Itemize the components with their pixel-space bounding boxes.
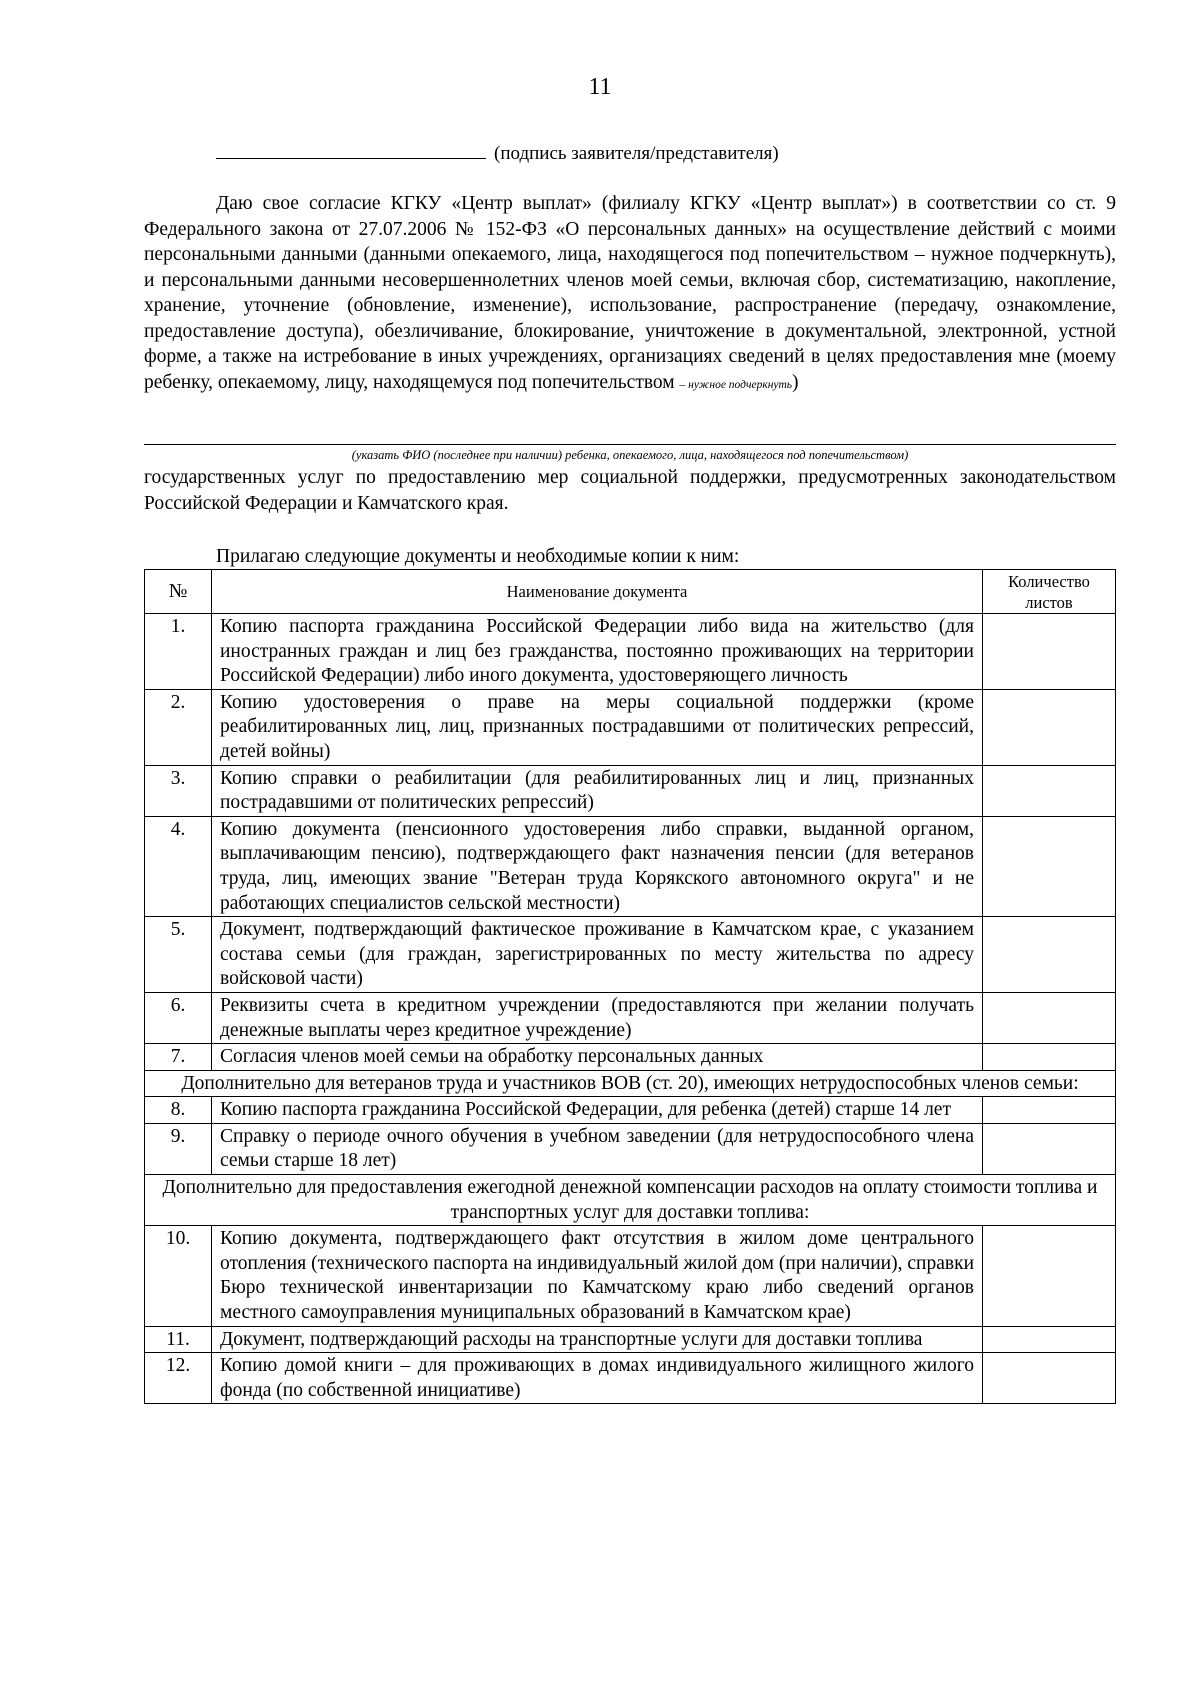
page-number: 11 xyxy=(588,74,612,100)
fio-caption: (указать ФИО (последнее при наличии) ребенка, опекаемого, лица, находящегося под попечительством) xyxy=(351,448,909,462)
row-name: Копию документа (пенсионного удостоверения либо справки, выданной органом, выплачивающим пенсию), подтверждающего факт назначения пенсии (для ветеранов труда, лиц, имеющих звание "Ветеран труда Корякского автономного округа" и не работающих специалистов сельской местности) xyxy=(212,816,983,916)
signature-blank xyxy=(216,140,486,159)
row-qty xyxy=(983,992,1116,1043)
fio-line xyxy=(144,444,1116,445)
table-row xyxy=(145,1326,1116,1353)
table-row xyxy=(145,765,1116,816)
table-row xyxy=(145,1123,1116,1174)
table-row xyxy=(145,614,1116,690)
row-qty xyxy=(983,1097,1116,1124)
row-qty xyxy=(983,1044,1116,1071)
table-row xyxy=(145,1226,1116,1326)
row-num: 5. xyxy=(145,917,212,993)
row-name: Реквизиты счета в кредитном учреждении (предоставляются при желании получать денежные выплаты через кредитное учреждение) xyxy=(212,992,983,1043)
row-num: 8. xyxy=(145,1097,212,1124)
signature-line xyxy=(216,140,779,165)
row-name: Копию удостоверения о праве на меры социальной поддержки (кроме реабилитированных лиц, лиц, признанных пострадавшими от политических репрессий, детей войны) xyxy=(212,689,983,765)
header-qty xyxy=(983,570,1116,614)
row-name: Согласия членов моей семьи на обработку персональных данных xyxy=(212,1044,983,1071)
table-row xyxy=(145,1044,1116,1071)
header-qty-line1: Количество xyxy=(1008,572,1090,591)
row-qty xyxy=(983,614,1116,690)
table-row xyxy=(145,992,1116,1043)
signature-caption: (подпись заявителя/представителя) xyxy=(494,143,779,164)
row-name: Копию паспорта гражданина Российской Федерации, для ребенка (детей) старше 14 лет xyxy=(212,1097,983,1124)
row-name: Документ, подтверждающий фактическое проживание в Камчатском крае, с указанием состава семьи (для граждан, зарегистрированных по месту жительства по адресу войсковой части) xyxy=(212,917,983,993)
header-num: № xyxy=(145,570,212,614)
table-section-row xyxy=(145,1175,1116,1226)
row-name: Копию домой книги – для проживающих в домах индивидуального жилищного жилого фонда (по собственной инициативе) xyxy=(212,1353,983,1404)
section-fuel-heading: Дополнительно для предоставления ежегодной денежной компенсации расходов на оплату стоимости топлива и транспортных услуг для доставки топлива: xyxy=(145,1175,1116,1226)
row-qty xyxy=(983,765,1116,816)
consent-paragraph xyxy=(144,191,1116,398)
table-row xyxy=(145,816,1116,916)
row-qty xyxy=(983,816,1116,916)
table-row xyxy=(145,1353,1116,1404)
row-qty xyxy=(983,1353,1116,1404)
header-qty-line2: листов xyxy=(1025,593,1073,612)
row-qty xyxy=(983,1226,1116,1326)
services-paragraph xyxy=(144,465,1116,516)
section-veterans-heading: Дополнительно для ветеранов труда и участников ВОВ (ст. 20), имеющих нетрудоспособных членов семьи: xyxy=(145,1070,1116,1097)
row-num: 3. xyxy=(145,765,212,816)
row-num: 9. xyxy=(145,1123,212,1174)
row-num: 7. xyxy=(145,1044,212,1071)
table-row xyxy=(145,917,1116,993)
row-qty xyxy=(983,1123,1116,1174)
services-text: государственных услуг по предоставлению мер социальной поддержки, предусмотренных законодательством Российской Федерации и Камчатского края. xyxy=(144,467,1116,514)
row-name: Копию паспорта гражданина Российской Федерации либо вида на жительство (для иностранных граждан и лиц без гражданства, постоянно проживающих на территории Российской Федерации) либо иного документа, удостоверяющего личность xyxy=(212,614,983,690)
row-name: Копию документа, подтверждающего факт отсутствия в жилом доме центрального отопления (технического паспорта на индивидуальный жилой дом (при наличии), справки Бюро технической инвентаризации по Камчатскому краю либо сведений органов местного самоуправления муниципальных образований в Камчатском крае) xyxy=(212,1226,983,1326)
row-name: Документ, подтверждающий расходы на транспортные услуги для доставки топлива xyxy=(212,1326,983,1353)
documents-table xyxy=(144,569,1116,1404)
consent-text: Даю свое согласие КГКУ «Центр выплат» (филиалу КГКУ «Центр выплат») в соответствии со ст. 9 Федерального закона от 27.07.2006 № 152-ФЗ «О персональных данных» на осуществление действий с моими персональными данными (данными опекаемого, лица, находящегося под попечительством – нужное подчеркнуть), и персональными данными несовершеннолетних членов моей семьи, включая сбор, систематизацию, накопление, хранение, уточнение (обновление, изменение), использование, распространение (передачу, ознакомление, предоставление доступа), обезличивание, блокирование, уничтожение в документальной, электронной, устной форме, а также на истребование в иных учреждениях, организациях сведений в целях предоставления мне (моему ребенку, опекаемому, лицу, находящемуся под попечительством xyxy=(144,193,1116,393)
table-row xyxy=(145,1097,1116,1124)
row-qty xyxy=(983,689,1116,765)
row-qty xyxy=(983,1326,1116,1353)
row-num: 4. xyxy=(145,816,212,916)
row-num: 6. xyxy=(145,992,212,1043)
row-num: 10. xyxy=(145,1226,212,1326)
row-num: 11. xyxy=(145,1326,212,1353)
header-name: Наименование документа xyxy=(212,570,983,614)
row-num: 1. xyxy=(145,614,212,690)
consent-note: – нужное подчеркнуть xyxy=(679,378,793,391)
table-header-row xyxy=(145,570,1116,614)
consent-close: ) xyxy=(792,371,799,393)
row-name: Копию справки о реабилитации (для реабилитированных лиц и лиц, признанных пострадавшими от политических репрессий) xyxy=(212,765,983,816)
table-section-row xyxy=(145,1070,1116,1097)
attachments-intro: Прилагаю следующие документы и необходимые копии к ним: xyxy=(216,546,740,567)
row-num: 12. xyxy=(145,1353,212,1404)
row-qty xyxy=(983,917,1116,993)
row-name: Справку о периоде очного обучения в учебном заведении (для нетрудоспособного члена семьи старше 18 лет) xyxy=(212,1123,983,1174)
row-num: 2. xyxy=(145,689,212,765)
table-row xyxy=(145,689,1116,765)
